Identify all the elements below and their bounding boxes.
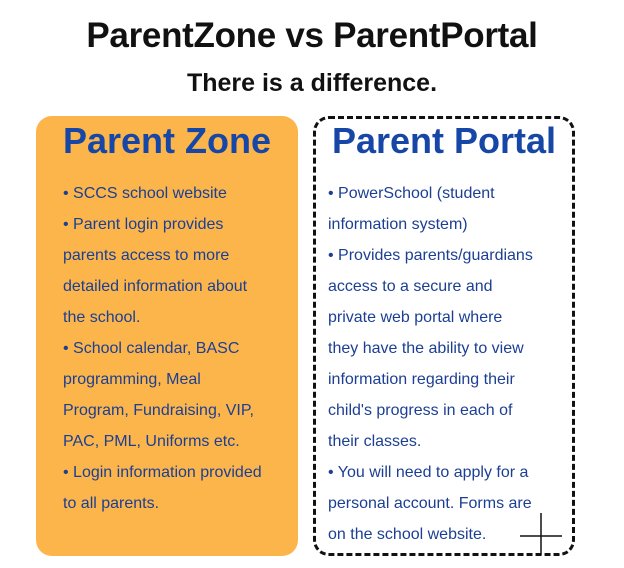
list-item: to all parents.: [63, 495, 160, 512]
list-item: on the school website.: [328, 526, 487, 543]
list-item: private web portal where: [328, 309, 503, 326]
parent-zone-card: [36, 116, 298, 556]
list-item: personal account. Forms are: [328, 495, 532, 512]
list-item: detailed information about: [63, 278, 248, 295]
list-item: their classes.: [328, 433, 422, 450]
parent-portal-card: [313, 116, 575, 556]
list-item: Program, Fundraising, VIP,: [63, 402, 254, 419]
list-item: they have the ability to view: [328, 340, 524, 357]
parent-zone-title: Parent Zone: [62, 120, 272, 161]
parent-portal-title: Parent Portal: [331, 120, 557, 161]
list-item: • Provides parents/guardians: [328, 247, 533, 264]
list-item: information system): [328, 216, 468, 233]
page-subtitle: There is a difference.: [186, 69, 438, 97]
list-item: • Parent login provides: [63, 216, 224, 233]
list-item: • You will need to apply for a: [328, 464, 529, 481]
crosshair-icon: [520, 513, 562, 555]
list-item: access to a secure and: [328, 278, 493, 295]
list-item: PAC, PML, Uniforms etc.: [63, 433, 240, 450]
parent-zone-text: [63, 178, 293, 519]
list-item: the school.: [63, 309, 141, 326]
list-item: programming, Meal: [63, 371, 201, 388]
list-item: • School calendar, BASC: [63, 340, 240, 357]
list-item: • Login information provided: [63, 464, 262, 481]
list-item: information regarding their: [328, 371, 515, 388]
list-item: child's progress in each of: [328, 402, 513, 419]
page-title: ParentZone vs ParentPortal: [86, 16, 538, 55]
list-item: • SCCS school website: [63, 185, 227, 202]
list-item: • PowerSchool (student: [328, 185, 495, 202]
list-item: parents access to more: [63, 247, 230, 264]
parent-portal-text: [328, 178, 568, 550]
